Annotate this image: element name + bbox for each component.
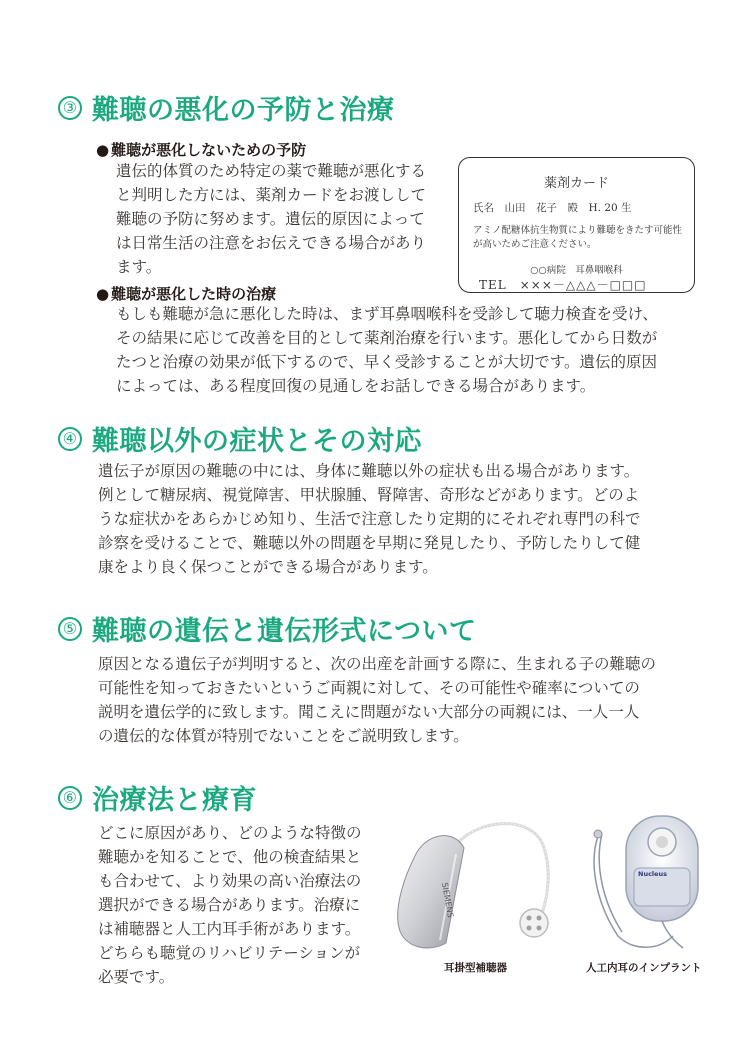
subheading-treatment-text: 難聴が悪化した時の治療 [111, 285, 277, 303]
text-line: 説明を遺伝学的に致します。聞こえに問題がない大部分の両親には、一人一人 [98, 703, 640, 721]
text-line: は日常生活の注意をお伝えできる場合があり [116, 234, 427, 252]
bullet-icon: ● [96, 285, 110, 303]
cochlear-implant-caption: 人工内耳のインプラント [586, 962, 702, 974]
text-line: 例として糖尿病、視覚障害、甲状腺腫、腎障害、奇形などがあります。どのよ [98, 486, 640, 504]
text-line: によっては、ある程度回復の見通しをお話しできる場合があります。 [116, 377, 596, 395]
text-line: 康をより良く保つことができる場合があります。 [98, 558, 438, 576]
text-line: たつと治療の効果が低下するので、早く受診することが大切です。遺伝的原因 [116, 353, 657, 371]
text-line: も合わせて、より効果の高い治療法の [98, 872, 362, 890]
text-line: 診察を受けることで、難聴以外の問題を早期に発見したり、予防したりして健 [98, 534, 641, 552]
section-5-heading [58, 609, 476, 648]
section-3-heading [58, 88, 395, 127]
text-line: の遺伝的な体質が特別でないことをご説明致します。 [98, 727, 469, 745]
section-5-number: ⑤ [58, 617, 82, 641]
section-6-number: ⑥ [58, 786, 82, 810]
text-line: 可能性を知っておきたいというご両親に対して、その可能性や確率についての [98, 679, 640, 697]
text-line: どちらも聴覚のリハビリテーションが [98, 944, 361, 962]
section-3-number: ③ [58, 96, 82, 120]
card-name: 氏名 山田 花子 殿 H. 20 生 [473, 202, 632, 214]
bullet-icon: ● [96, 141, 110, 159]
section-4-paragraph [98, 459, 698, 579]
text-line: 難聴かを知ることで、他の検査結果と [98, 848, 362, 866]
card-title: 薬剤カード [543, 176, 609, 191]
section-5-title: 難聴の遺伝と遺伝形式について [92, 616, 477, 647]
card-telephone: TEL ×××－△△△－□□□ [479, 278, 647, 292]
hearing-aid-caption: 耳掛型補聴器 [444, 962, 507, 974]
hearing-aid-brand: SIEMENS [440, 881, 456, 919]
prevention-paragraph [116, 159, 456, 279]
text-line: 選択ができる場合があります。治療に [98, 896, 361, 914]
section-5-paragraph [98, 652, 698, 748]
card-warning: アミノ配糖体抗生物質により難聴をきたす可能性が高いためご注意ください。 [473, 225, 683, 250]
text-line: ます。 [116, 258, 162, 276]
section-3-title: 難聴の悪化の予防と治療 [92, 95, 395, 126]
section-4-title: 難聴以外の症状とその対応 [92, 426, 422, 457]
text-line: 遺伝的体質のため特定の薬で難聴が悪化する [116, 162, 427, 180]
medication-card [458, 157, 695, 293]
section-6-heading [58, 778, 257, 817]
section-6-paragraph [98, 821, 388, 989]
text-line: うな症状かをあらかじめ知り、生活で注意したり定期的にそれぞれ専門の科で [98, 510, 641, 528]
text-line: その結果に応じて改善を目的として薬剤治療を行います。悪化してから日数が [116, 329, 658, 347]
section-4-number: ④ [58, 427, 82, 451]
treatment-paragraph [116, 302, 696, 398]
card-hospital: ○○病院 耳鼻咽喉科 [530, 265, 623, 276]
subheading-prevention [96, 139, 306, 160]
cochlear-implant-image [588, 806, 708, 956]
section-4-heading [58, 419, 422, 458]
implant-brand: Nucleus [638, 870, 668, 878]
text-line: どこに原因があり、どのような特徴の [98, 824, 362, 842]
subheading-prevention-text: 難聴が悪化しないための予防 [111, 141, 307, 159]
subheading-treatment [96, 283, 276, 304]
text-line: 原因となる遺伝子が判明すると、次の出産を計画する際に、生まれる子の難聴の [98, 655, 657, 673]
text-line: は補聴器と人工内耳手術があります。 [98, 920, 361, 938]
text-line: 難聴の予防に努めます。遺伝的原因によって [116, 210, 425, 228]
text-line: と判明した方には、薬剤カードをお渡しして [116, 186, 427, 204]
text-line: 必要です。 [98, 968, 175, 986]
hearing-aid-image [384, 818, 584, 958]
section-6-title: 治療法と療育 [92, 785, 257, 816]
text-line: もしも難聴が急に悪化した時は、まず耳鼻咽喉科を受診して聴力検査を受け、 [116, 305, 658, 323]
text-line: 遺伝子が原因の難聴の中には、身体に難聴以外の症状も出る場合があります。 [98, 462, 640, 480]
